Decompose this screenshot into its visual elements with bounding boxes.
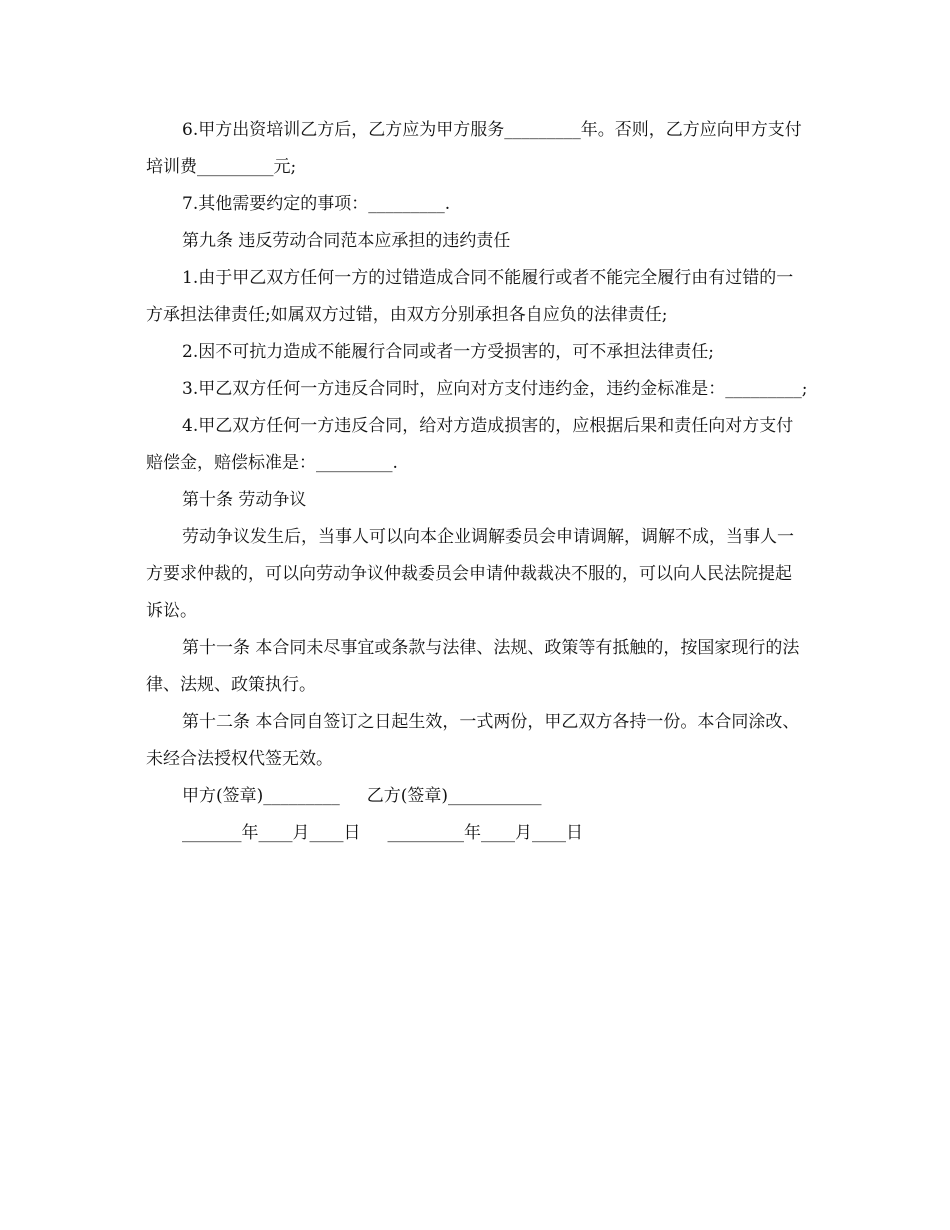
article-9-item-1: 1.由于甲乙双方任何一方的过错造成合同不能履行或者不能完全履行由有过错的一方承担法律责任;如属双方过错，由双方分别承担各自应负的法律责任; xyxy=(146,268,794,325)
document-body xyxy=(146,112,808,852)
article-12: 第十二条 本合同自签订之日起生效，一式两份，甲乙双方各持一份。本合同涂改、未经合法授权代签无效。 xyxy=(146,712,800,769)
article-9-item-4: 4.甲乙双方任何一方违反合同，给对方造成损害的，应根据后果和责任向对方支付赔偿金，赔偿标准是：_________. xyxy=(146,416,794,473)
clause-6-training: 6.甲方出资培训乙方后，乙方应为甲方服务_________年。否则，乙方应向甲方支付培训费_________元; xyxy=(146,120,802,177)
clause-7-other-matters: 7.其他需要约定的事项：_________. xyxy=(182,194,451,214)
article-9-heading: 第九条 违反劳动合同范本应承担的违约责任 xyxy=(182,231,511,251)
article-9-item-3: 3.甲乙双方任何一方违反合同时，应向对方支付违约金，违约金标准是：_________; xyxy=(182,379,808,399)
article-11: 第十一条 本合同未尽事宜或条款与法律、法规、政策等有抵触的，按国家现行的法律、法规、政策执行。 xyxy=(146,638,800,695)
article-9-item-2: 2.因不可抗力造成不能履行合同或者一方受损害的，可不承担法律责任; xyxy=(182,342,714,362)
article-10-heading: 第十条 劳动争议 xyxy=(182,490,307,510)
signature-line: 甲方(签章)_________ 乙方(签章)___________ xyxy=(182,786,542,806)
article-10-body: 劳动争议发生后，当事人可以向本企业调解委员会申请调解，调解不成，当事人一方要求仲裁的，可以向劳动争议仲裁委员会申请仲裁裁决不服的，可以向人民法院提起诉讼。 xyxy=(146,527,794,621)
date-line: _______年____月____日 _________年____月____日 xyxy=(182,823,584,843)
